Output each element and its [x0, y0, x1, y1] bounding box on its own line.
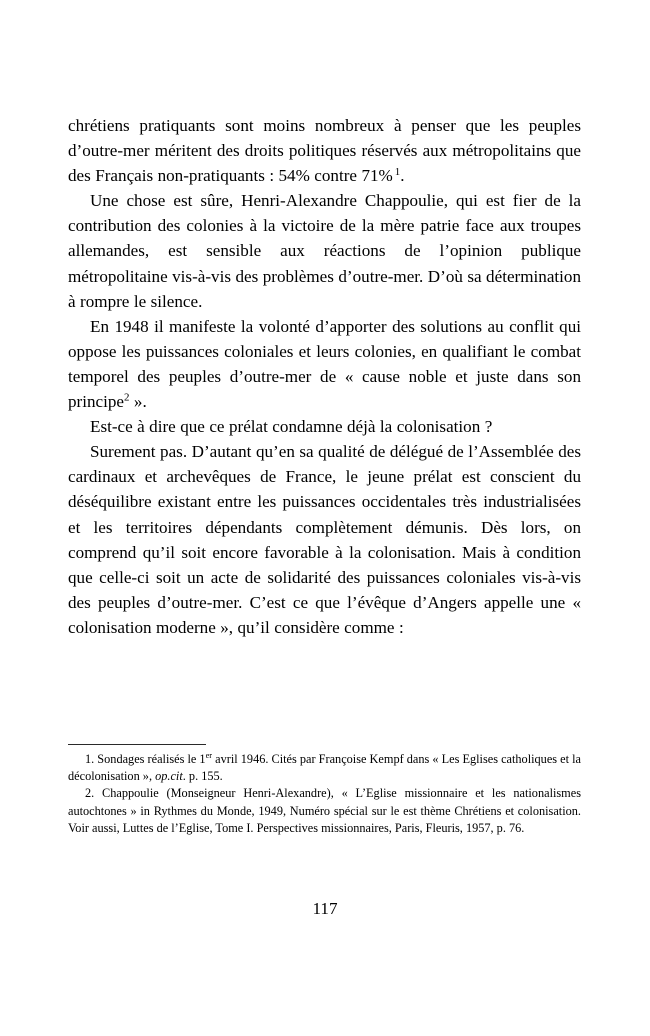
footnote-item-1 — [68, 751, 581, 785]
footnote-item-2 — [68, 785, 581, 837]
paragraph-4-text: Est-ce à dire que ce prélat condamne déjà la colonisation ? — [90, 417, 493, 437]
paragraph-1 — [68, 113, 581, 188]
footnote-1-opcit: op.cit — [155, 769, 183, 784]
footnote-ref-1[interactable]: 1 — [394, 165, 401, 178]
footnote-2-text: 2. Chappoulie (Monseigneur Henri-Alexandre), « L’Eglise missionnaire et les nationalismes autochtones » in Rythmes du Monde, 1949, Numéro spécial sur le est thème Chrétiens et colonisation. Voir aussi, Luttes de l’Eglise, Tome I. Perspectives missionnaires, Paris, Fleuris, 1957, p. 76. — [68, 786, 581, 835]
footnote-1-part-b: avril 1946. Cités par Françoise Kempf dans « Les Eglises catholiques et la décolonisation », — [68, 752, 581, 784]
paragraph-4 — [68, 414, 581, 439]
page-folio — [0, 898, 650, 919]
footnote-separator-rule — [68, 744, 206, 745]
paragraph-2 — [68, 188, 581, 313]
paragraph-3-text: En 1948 il manifeste la volonté d’apporter des solutions au conflit qui oppose les puissances coloniales et leurs colonies, en qualifiant le combat temporel des peuples d’outre-mer de « cause noble et juste dans son principe — [68, 316, 581, 412]
ordinal-superscript-er: er — [205, 750, 213, 760]
paragraph-2-text: Une chose est sûre, Henri-Alexandre Chappoulie, qui est fier de la contribution des colonies à la victoire de la mère patrie face aux troupes allemandes, est sensible aux réactions de l’opinion publique métropolitaine vis-à-vis des problèmes d’outre-mer. D’où sa détermination à rompre le silence. — [68, 191, 581, 311]
footnote-1-part-a: 1. Sondages réalisés le 1 — [85, 752, 206, 766]
paragraph-1-text: chrétiens pratiquants sont moins nombreux à penser que les peuples d’outre-mer méritent des droits politiques réservés aux métropolitains que des Français non-pratiquants : 54% contre 71% — [68, 116, 581, 186]
footnote-ref-2[interactable]: 2 — [124, 391, 130, 404]
page-number: 117 — [312, 899, 338, 918]
paragraph-3-tail: ». — [129, 392, 147, 412]
body-text-block — [68, 113, 581, 640]
paragraph-3 — [68, 314, 581, 414]
footnotes-block — [68, 744, 581, 837]
paragraph-5-text: Surement pas. D’autant qu’en sa qualité de délégué de l’Assemblée des cardinaux et archevêques de France, le jeune prélat est conscient du déséquilibre existant entre les puissances occidentales très industrialisées et les territoires dépendants complètement démunis. Dès lors, on comprend qu’il soit encore favorable à la colonisation. Mais à condition que celle-ci soit un acte de solidarité des puissances coloniales vis-à-vis des peuples d’outre-mer. C’est ce que l’évêque d’Angers appelle une « colonisation moderne », qu’il considère comme : — [68, 442, 581, 637]
paragraph-5 — [68, 439, 581, 640]
footnote-1-part-c: . p. 155. — [182, 769, 223, 784]
paragraph-1-tail: . — [400, 166, 405, 186]
